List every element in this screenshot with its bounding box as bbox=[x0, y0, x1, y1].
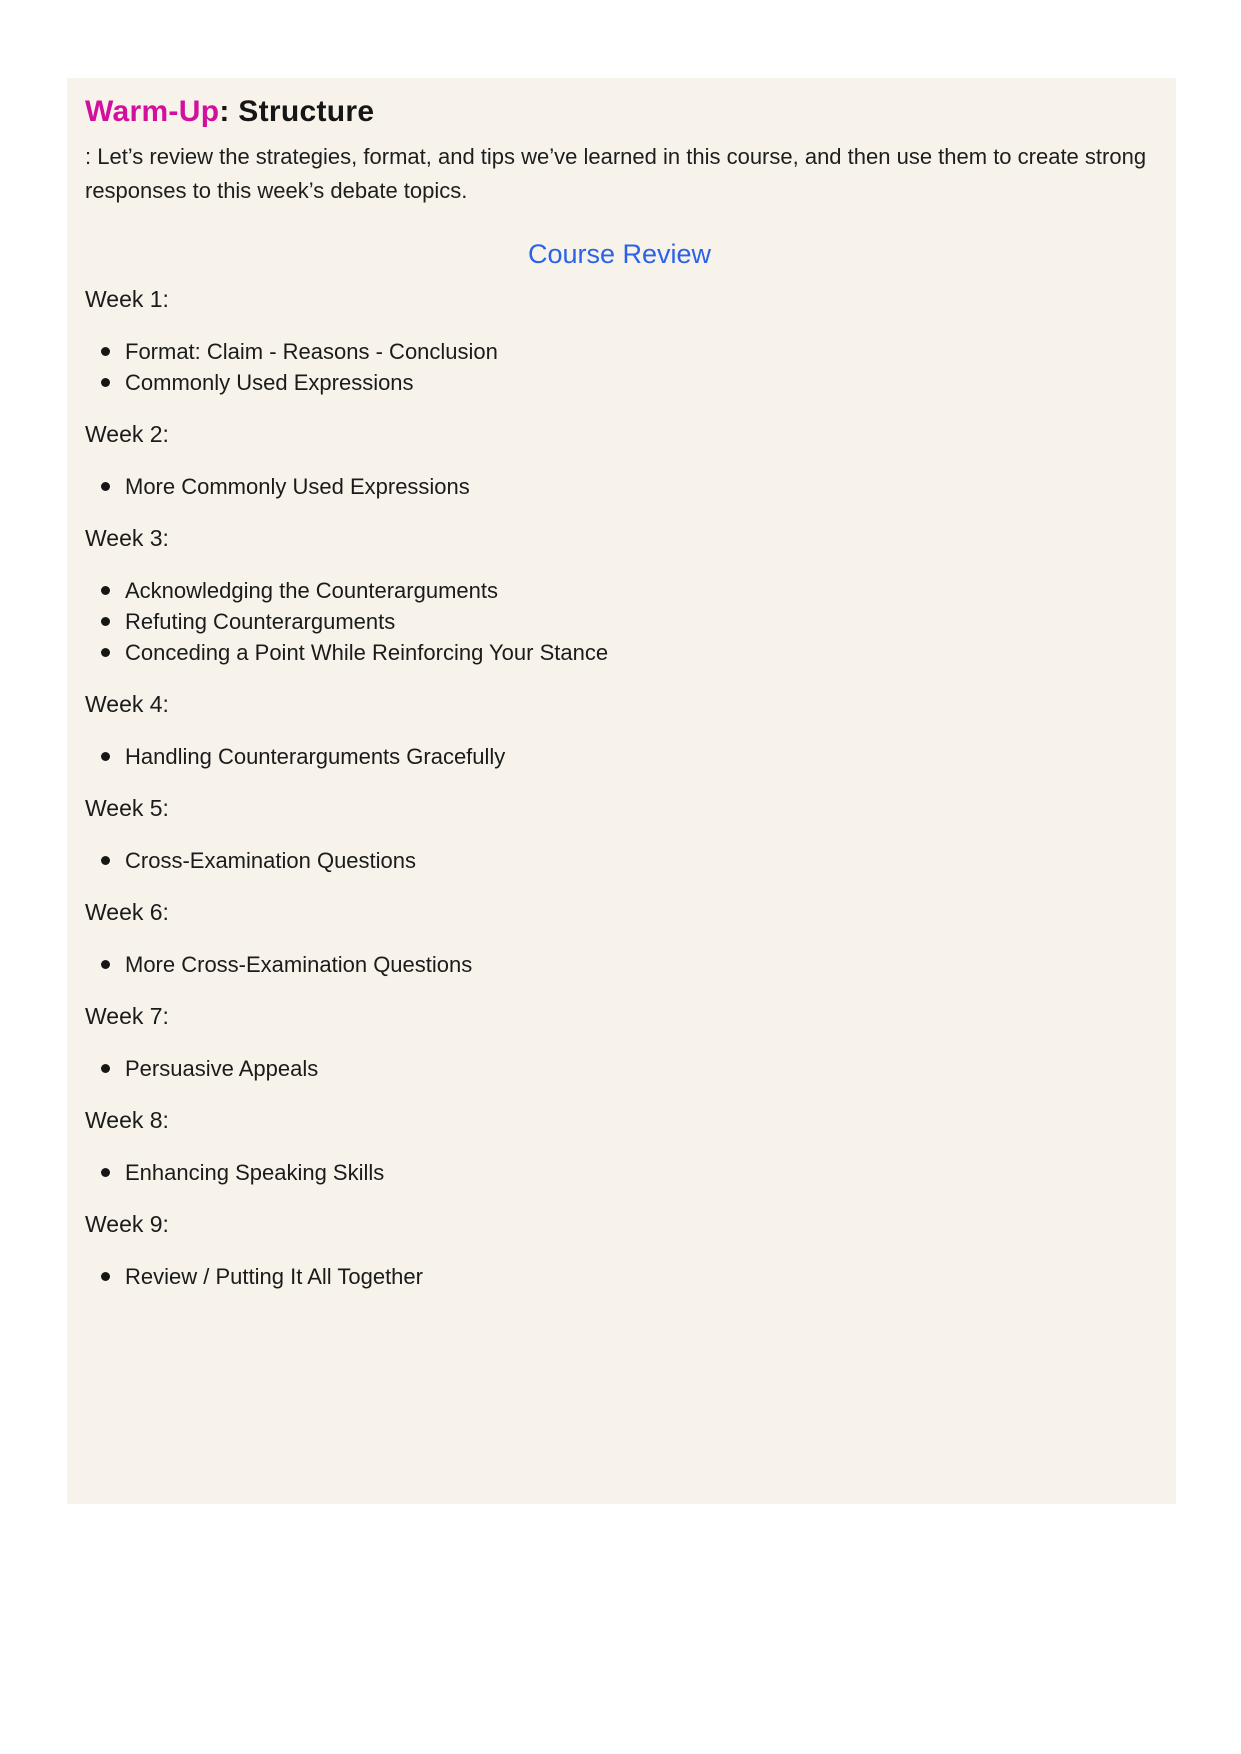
week-label: Week 2: bbox=[85, 421, 169, 447]
list-item: Review / Putting It All Together bbox=[125, 1261, 1154, 1292]
list-item: Commonly Used Expressions bbox=[125, 367, 1154, 398]
week-items bbox=[85, 1157, 1154, 1188]
week-label: Week 5: bbox=[85, 795, 169, 821]
page-title-rest: : Structure bbox=[219, 95, 375, 128]
week-label: Week 9: bbox=[85, 1211, 169, 1237]
week-block bbox=[85, 897, 1154, 980]
document-card bbox=[67, 78, 1176, 1504]
list-item: Refuting Counterarguments bbox=[125, 606, 1154, 637]
week-block bbox=[85, 523, 1154, 668]
week-items bbox=[85, 845, 1154, 876]
list-item: Handling Counterarguments Gracefully bbox=[125, 741, 1154, 772]
section-title: Course Review bbox=[527, 239, 712, 269]
week-block bbox=[85, 1001, 1154, 1084]
list-item: Cross-Examination Questions bbox=[125, 845, 1154, 876]
week-items bbox=[85, 741, 1154, 772]
list-item: Conceding a Point While Reinforcing Your Stance bbox=[125, 637, 1154, 668]
week-block bbox=[85, 793, 1154, 876]
week-items bbox=[85, 1053, 1154, 1084]
list-item: More Commonly Used Expressions bbox=[125, 471, 1154, 502]
week-label: Week 4: bbox=[85, 691, 169, 717]
week-items bbox=[85, 1261, 1154, 1292]
week-block bbox=[85, 419, 1154, 502]
week-items bbox=[85, 471, 1154, 502]
week-items bbox=[85, 949, 1154, 980]
week-label: Week 3: bbox=[85, 525, 169, 551]
week-block bbox=[85, 1209, 1154, 1292]
week-block bbox=[85, 689, 1154, 772]
list-item: Format: Claim - Reasons - Conclusion bbox=[125, 336, 1154, 367]
week-label: Week 7: bbox=[85, 1003, 169, 1029]
week-label: Week 1: bbox=[85, 286, 169, 312]
intro-text: : Let’s review the strategies, format, and tips we’ve learned in this course, and then use them to create strong responses to this week’s debate topics. bbox=[85, 144, 1147, 203]
week-label: Week 8: bbox=[85, 1107, 169, 1133]
week-block bbox=[85, 1105, 1154, 1188]
week-items bbox=[85, 336, 1154, 398]
list-item: More Cross-Examination Questions bbox=[125, 949, 1154, 980]
week-block bbox=[85, 284, 1154, 398]
list-item: Enhancing Speaking Skills bbox=[125, 1157, 1154, 1188]
page-title bbox=[85, 92, 1154, 132]
week-items bbox=[85, 575, 1154, 668]
list-item: Acknowledging the Counterarguments bbox=[125, 575, 1154, 606]
weeks-list bbox=[85, 284, 1154, 1292]
list-item: Persuasive Appeals bbox=[125, 1053, 1154, 1084]
week-label: Week 6: bbox=[85, 899, 169, 925]
page-title-highlight: Warm-Up bbox=[85, 95, 220, 128]
